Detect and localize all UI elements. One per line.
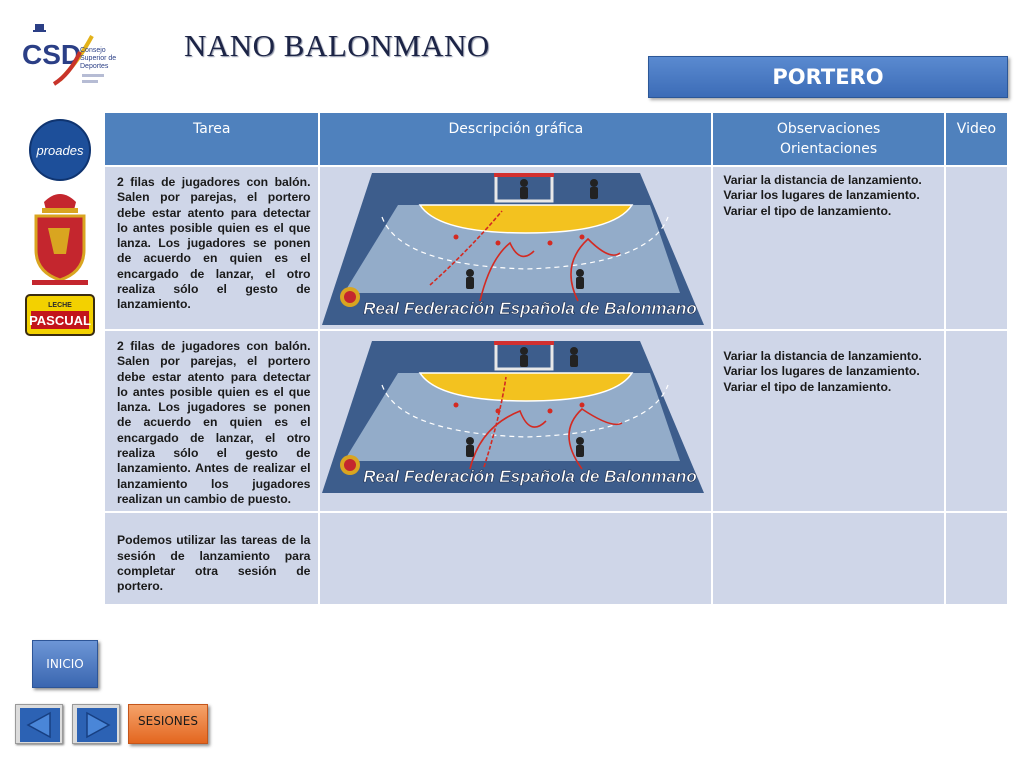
svg-text:Real Federación Española de Ba: Real Federación Española de Balonmano (363, 467, 698, 486)
observaciones-cell (712, 166, 945, 330)
tarea-cell: 2 filas de jugadores con balón. Salen por parejas, el portero debe estar atento para detectar lo antes posible quien es el que lanza. Los jugadores se ponen de acuerdo en quien es el encargado de lanzar, el otro realiza sólo el gesto de lanzamiento. (104, 166, 319, 330)
observacion-item: Variar el tipo de lanzamiento. (723, 379, 892, 394)
grafica-cell (319, 330, 712, 512)
pascual-logo (25, 294, 95, 336)
previous-button[interactable] (15, 704, 63, 744)
svg-text:CSD: CSD (22, 39, 82, 70)
sesiones-button[interactable]: SESIONES (128, 704, 208, 744)
svg-text:Real Federación Española de Ba: Real Federación Española de Balonmano (363, 299, 698, 318)
observacion-item: Variar la distancia de lanzamiento. (723, 349, 922, 363)
grafica-cell (319, 512, 712, 605)
observaciones-cell (712, 330, 945, 512)
table-row (104, 330, 1008, 512)
tarea-cell: 2 filas de jugadores con balón. Salen por parejas, el portero debe estar atento para detectar lo antes posible quien es el que lanza. Los jugadores se ponen de acuerdo en quien es el encargado de lanzar, el otro realiza sólo el gesto de lanzamiento. Antes de realizar el lanzamiento los jugadores realizan un cambio de puesto. (104, 330, 319, 512)
sessions-table (103, 111, 1009, 606)
header-video: Video (945, 112, 1008, 166)
csd-logo (20, 22, 120, 98)
inicio-button[interactable]: INICIO (32, 640, 98, 688)
video-cell[interactable] (945, 166, 1008, 330)
svg-text:LECHE: LECHE (48, 302, 72, 309)
svg-text:PASCUAL: PASCUAL (29, 313, 91, 328)
handball-court-diagram (320, 337, 710, 497)
video-cell[interactable] (945, 512, 1008, 605)
table-row (104, 512, 1008, 605)
header-descripcion: Descripción gráfica (319, 112, 712, 166)
table-row (104, 166, 1008, 330)
header-tarea: Tarea (104, 112, 319, 166)
section-banner: PORTERO (648, 56, 1008, 98)
arrow-right-icon (77, 708, 117, 742)
handball-court-diagram (320, 169, 710, 329)
observacion-item: Variar los lugares de lanzamiento. (723, 188, 920, 203)
coat-of-arms-icon (26, 188, 94, 288)
header-observaciones-line1: Observaciones (776, 121, 881, 137)
svg-text:Consejo: Consejo (80, 47, 106, 54)
svg-text:proades: proades (36, 143, 84, 158)
header-observaciones-line2: Orientaciones (780, 141, 878, 157)
table-header-row (104, 112, 1008, 166)
proades-logo (28, 118, 92, 182)
video-cell[interactable] (945, 330, 1008, 512)
grafica-cell (319, 166, 712, 330)
observaciones-cell (712, 512, 945, 605)
next-button[interactable] (72, 704, 120, 744)
svg-text:Deportes: Deportes (80, 63, 109, 70)
page-title: NANO BALONMANO (184, 28, 490, 63)
header-observaciones (712, 112, 945, 166)
observacion-item: Variar la distancia de lanzamiento. (723, 173, 922, 187)
arrow-left-icon (20, 708, 60, 742)
tarea-cell: Podemos utilizar las tareas de la sesión de lanzamiento para completar otra sesión de portero. (104, 512, 319, 605)
svg-text:Superior de: Superior de (80, 55, 117, 62)
observacion-item: Variar los lugares de lanzamiento. (723, 364, 920, 379)
observacion-item: Variar el tipo de lanzamiento. (723, 203, 892, 218)
